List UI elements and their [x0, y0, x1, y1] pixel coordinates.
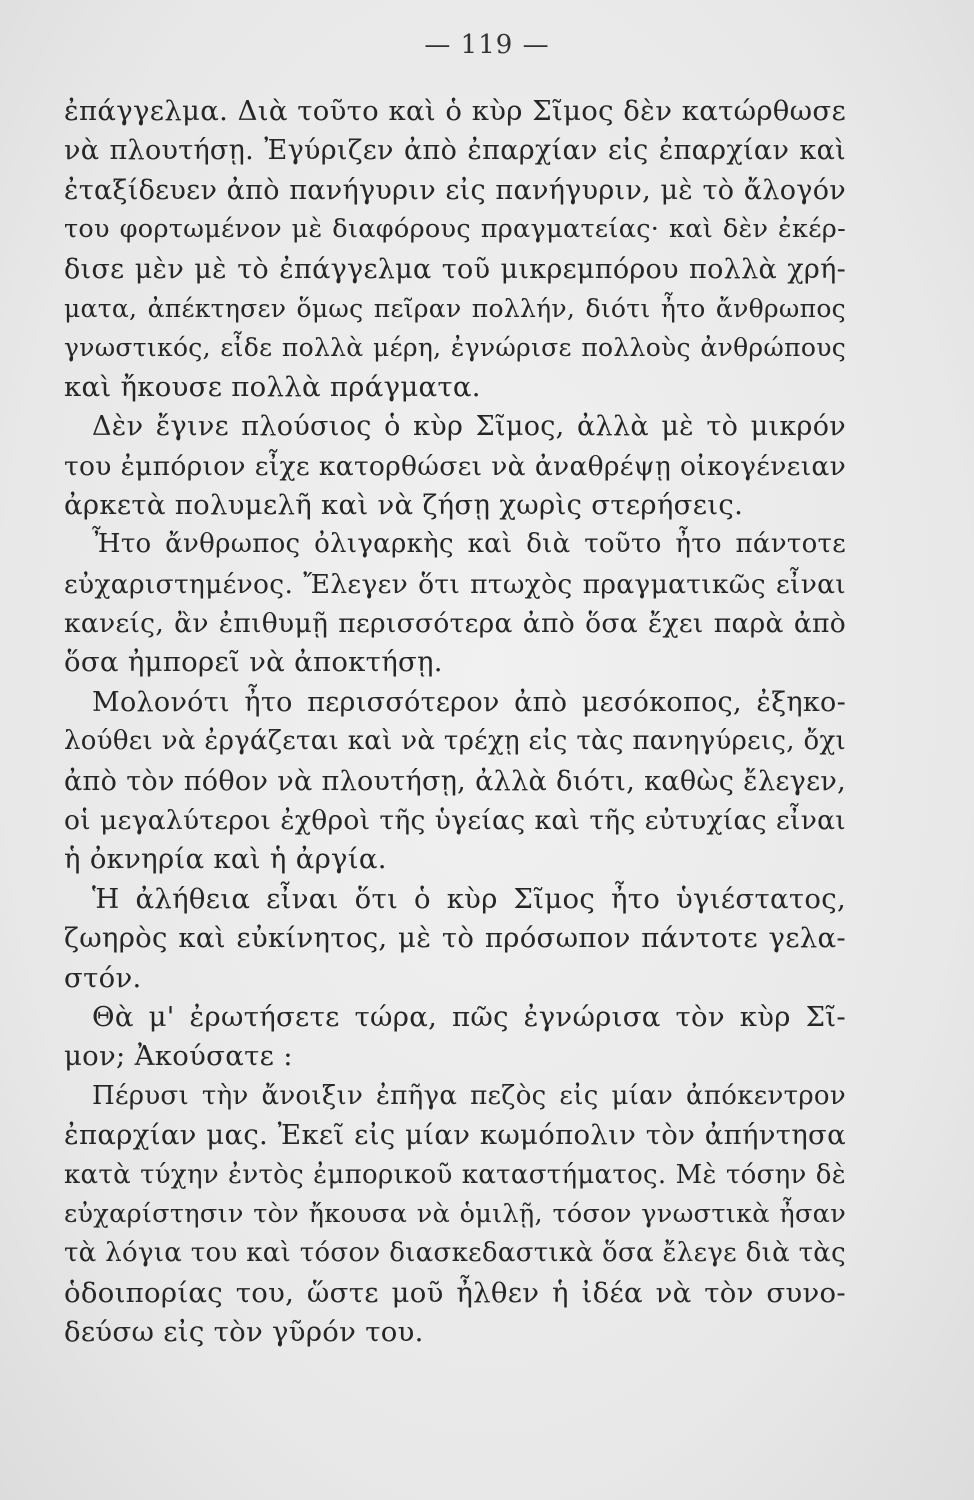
text-line: λούθει νὰ ἐργάζεται καὶ νὰ τρέχῃ εἰς τὰς πανηγύρεις, ὄχι	[64, 726, 846, 757]
text-line: κανείς, ἂν ἐπιθυμῇ περισσότερα ἀπὸ ὅσα ἔχει παρὰ ἀπὸ	[64, 608, 846, 640]
text-line: ζωηρὸς καὶ εὐκίνητος, μὲ τὸ πρόσωπον πάντοτε γελα-	[64, 922, 846, 955]
text-line: Ἦτο ἄνθρωπος ὀλιγαρκὴς καὶ διὰ τοῦτο ἦτο πάντοτε	[92, 529, 846, 560]
text-line: κατὰ τύχην ἐντὸς ἐμπορικοῦ καταστήματος. Μὲ τόσην δὲ	[64, 1159, 846, 1190]
text-line: τὰ λόγια του καὶ τόσον διασκεδαστικὰ ὅσα ἔλεγε διὰ τὰς	[64, 1238, 846, 1269]
text-line: ὅσα ἠμπορεῖ νὰ ἀποκτήσῃ.	[64, 646, 443, 679]
text-line: του φορτωμένον μὲ διαφόρους πραγματείας· καὶ δὲν ἐκέρ-	[64, 214, 846, 245]
text-line: οἱ μεγαλύτεροι ἐχθροὶ τῆς ὑγείας καὶ τῆς εὐτυχίας εἶναι	[64, 805, 846, 837]
text-line: εὐχαρίστησιν τὸν ἤκουσα νὰ ὁμιλῇ, τόσον γνωστικὰ ἦσαν	[64, 1198, 846, 1229]
text-line: εὐχαριστημένος. Ἔλεγεν ὅτι πτωχὸς πραγματικῶς εἶναι	[64, 568, 846, 600]
text-line: Μολονότι ἦτο περισσότερον ἀπὸ μεσόκοπος, ἐξηκο-	[92, 686, 846, 718]
text-line: δεύσω εἰς τὸν γῦρόν του.	[64, 1316, 424, 1349]
text-line: δισε μὲν μὲ τὸ ἐπάγγελμα τοῦ μικρεμπόρου πολλὰ χρή-	[64, 253, 846, 285]
text-line: γνωστικός, εἶδε πολλὰ μέρη, ἐγνώρισε πολλοὺς ἀνθρώπους	[64, 333, 846, 363]
text-line: ἐπάγγελμα. Διὰ τοῦτο καὶ ὁ κὺρ Σῖμος δὲν κατώρθωσε	[64, 95, 846, 127]
text-line: ἀπὸ τὸν πόθον νὰ πλουτήσῃ, ἀλλὰ διότι, καθὼς ἔλεγεν,	[64, 765, 846, 797]
text-line: μον; Ἀκούσατε :	[64, 1040, 293, 1073]
text-line: στόν.	[64, 961, 142, 994]
text-line: ἐπαρχίαν μας. Ἐκεῖ εἰς μίαν κωμόπολιν τὸν ἀπήντησα	[64, 1119, 846, 1152]
text-line: ματα, ἀπέκτησεν ὅμως πεῖραν πολλήν, διότι ἦτο ἄνθρωπος	[64, 293, 846, 323]
text-line: ἐταξίδευεν ἀπὸ πανήγυριν εἰς πανήγυριν, μὲ τὸ ἄλογόν	[64, 174, 846, 206]
page-number: — 119 —	[424, 30, 550, 60]
text-line: ὁδοιπορίας του, ὥστε μοῦ ἦλθεν ἡ ἰδέα νὰ τὸν συνο-	[64, 1276, 846, 1309]
text-line: ἀρκετὰ πολυμελῆ καὶ νὰ ζήσῃ χωρὶς στερήσεις.	[64, 488, 744, 521]
text-line: Ἡ ἀλήθεια εἶναι ὅτι ὁ κὺρ Σῖμος ἦτο ὑγιέστατος,	[92, 882, 846, 915]
text-line: Θὰ μ' ἐρωτήσετε τώρα, πῶς ἐγνώρισα τὸν κὺρ Σῖ-	[92, 1000, 846, 1033]
text-line: ἡ ὀκνηρία καὶ ἡ ἀργία.	[64, 843, 387, 876]
text-line: Δὲν ἔγινε πλούσιος ὁ κὺρ Σῖμος, ἀλλὰ μὲ τὸ μικρόν	[92, 411, 846, 443]
text-line: Πέρυσι τὴν ἄνοιξιν ἐπῆγα πεζὸς εἰς μίαν ἀπόκεντρον	[92, 1080, 846, 1111]
body-text	[64, 92, 846, 1353]
text-line: του ἐμπόριον εἶχε κατορθώσει νὰ ἀναθρέψῃ οἰκογένειαν	[64, 450, 846, 482]
text-line: νὰ πλουτήσῃ. Ἐγύριζεν ἀπὸ ἐπαρχίαν εἰς ἐπαρχίαν καὶ	[64, 135, 846, 167]
text-line: καὶ ἤκουσε πολλὰ πράγματα.	[64, 370, 481, 403]
